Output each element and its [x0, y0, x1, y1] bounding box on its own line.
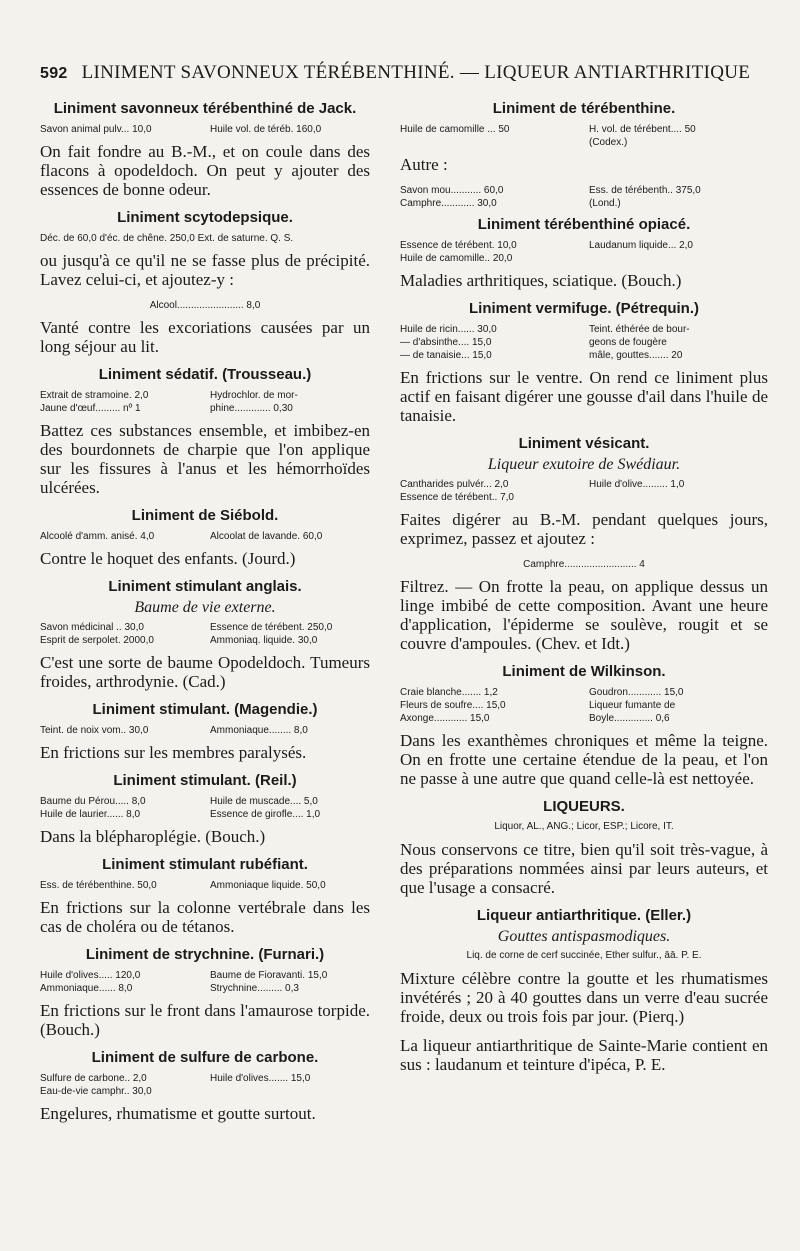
recipe-ingredient: Huile de muscade.... 5,0	[210, 796, 318, 807]
body-paragraph: Vanté contre les excoriations causées par un long séjour au lit.	[40, 318, 370, 356]
recipe-ingredient: Huile d'olives..... 120,0	[40, 970, 141, 981]
recipe-ingredient: Essence de térébent.. 7,0	[400, 492, 514, 503]
recipe-ingredient: Ammoniaq. liquide. 30,0	[210, 635, 318, 646]
recipe-ingredient: Ess. de térébenth.. 375,0	[589, 185, 701, 196]
recipe-block	[40, 795, 370, 821]
recipe-ingredient: Hydrochlor. de mor-	[210, 390, 298, 401]
recipe-ingredient: Boyle.............. 0,6	[589, 713, 670, 724]
recipe-ingredient: Déc. de 60,0 d'éc. de chêne. 250,0 Ext. de saturne. Q. S.	[40, 233, 294, 244]
body-paragraph: Dans les exanthèmes chroniques et même la teigne. On en frotte une certaine étendue de la peau, et l'on ne passe à une autre que quand celle-là est nettoyée.	[400, 731, 768, 788]
recipe-block	[400, 323, 768, 362]
recipe-ingredient	[400, 136, 579, 149]
body-paragraph: Contre le hoquet des enfants. (Jourd.)	[40, 549, 296, 568]
recipe-ingredient: Alcoolé d'amm. anisé. 4,0	[40, 531, 155, 542]
recipe-ingredient: Savon médicinal .. 30,0	[40, 622, 144, 633]
section-title: Liqueur antiarthritique. (Eller.)	[476, 907, 692, 924]
recipe-ingredient: Strychnine......... 0,3	[210, 983, 299, 994]
section-title: Liniment vésicant.	[518, 435, 650, 452]
page-header	[40, 62, 760, 84]
recipe-ingredient	[589, 252, 768, 265]
recipe-ingredient: mâle, gouttes....... 20	[589, 350, 683, 361]
recipe-ingredient: Goudron............ 15,0	[589, 687, 684, 698]
left-column	[40, 94, 370, 1133]
recipe-block	[40, 389, 370, 415]
recipe-ingredient: Alcool........................ 8,0	[149, 300, 261, 311]
recipe-ingredient: Eau-de-vie camphr.. 30,0	[40, 1086, 152, 1097]
section-title: Liniment stimulant. (Reil.)	[113, 772, 297, 789]
section-title: Liniment sédatif. (Trousseau.)	[98, 366, 312, 383]
recipe-ingredient: Jaune d'œuf......... nº 1	[40, 403, 141, 414]
section-title: Liniment scytodepsique.	[117, 209, 293, 226]
recipe-ingredient: Savon animal pulv... 10,0	[40, 124, 152, 135]
body-paragraph: Autre :	[400, 155, 448, 174]
recipe-ingredient: Baume du Pérou..... 8,0	[40, 796, 146, 807]
recipe-ingredient: Ammoniaque........ 8,0	[210, 725, 308, 736]
section-title: Liniment de Siébold.	[131, 507, 279, 524]
recipe-block	[400, 686, 768, 725]
body-paragraph: Battez ces substances ensemble, et imbibez-en des bourdonnets de charpie que l'on applique sur les fissures à l'anus et les hémorrhoïdes ulcérées.	[40, 421, 370, 497]
recipe-ingredient: Essence de térébent. 250,0	[210, 622, 333, 633]
recipe-ingredient: Ammoniaque...... 8,0	[40, 983, 133, 994]
recipe-ingredient: Cantharides pulvér... 2,0	[400, 479, 509, 490]
section-title: LIQUEURS.	[543, 798, 625, 815]
recipe-ingredient: (Codex.)	[589, 137, 628, 148]
recipe-ingredient: (Lond.)	[589, 198, 621, 209]
recipe-ingredient: Ammoniaque liquide. 50,0	[210, 880, 326, 891]
recipe-ingredient	[210, 1085, 370, 1098]
recipe-block	[40, 299, 370, 312]
recipe-block	[40, 621, 370, 647]
recipe-ingredient: Camphre............ 30,0	[400, 198, 497, 209]
body-paragraph: Filtrez. — On frotte la peau, on applique dessus un linge imbibé de cette composition. Avant une heure d'application, l'épiderme se soulève, rougit et se couvre d'ampoules. (Chev. et Idt.)	[400, 577, 768, 653]
recipe-block	[400, 123, 768, 149]
recipe-ingredient: Huile de laurier...... 8,0	[40, 809, 141, 820]
recipe-ingredient: Liqueur fumante de	[589, 700, 676, 711]
recipe-ingredient: Laudanum liquide... 2,0	[589, 240, 693, 251]
body-paragraph: C'est une sorte de baume Opodeldoch. Tumeurs froides, arthrodynie. (Cad.)	[40, 653, 370, 691]
recipe-ingredient: Alcoolat de lavande. 60,0	[210, 531, 323, 542]
recipe-ingredient: Extrait de stramoine. 2,0	[40, 390, 149, 401]
recipe-ingredient: Huile vol. de téréb. 160,0	[210, 124, 322, 135]
recipe-ingredient: Esprit de serpolet. 2000,0	[40, 635, 154, 646]
page-number: 592	[40, 65, 68, 82]
body-paragraph: On fait fondre au B.-M., et on coule dans des flacons à opodeldoch. On peut y ajouter des essences de bonne odeur.	[40, 142, 370, 199]
section-title: Liniment térébenthiné opiacé.	[477, 216, 691, 233]
recipe-ingredient: Camphre.......................... 4	[523, 559, 645, 570]
recipe-block	[40, 1072, 370, 1098]
recipe-ingredient: Teint. éthérée de bour-	[589, 324, 690, 335]
section-title: Liniment stimulant anglais.	[108, 578, 302, 595]
recipe-ingredient: Huile de camomille.. 20,0	[400, 253, 513, 264]
body-paragraph: En frictions sur le front dans l'amaurose torpide. (Bouch.)	[40, 1001, 370, 1039]
running-title: LINIMENT SAVONNEUX TÉRÉBENTHINÉ. — LIQUEUR ANTIARTHRITIQUE	[81, 62, 751, 83]
recipe-ingredient: Craie blanche....... 1,2	[400, 687, 498, 698]
section-subtitle: Gouttes antispasmodiques.	[497, 928, 671, 945]
recipe-ingredient	[589, 491, 768, 504]
section-title: Liniment de strychnine. (Furnari.)	[85, 946, 325, 963]
body-paragraph: Dans la blépharoplégie. (Bouch.)	[40, 827, 266, 846]
body-paragraph: En frictions sur les membres paralysés.	[40, 743, 307, 762]
body-paragraph: Faites digérer au B.-M. pendant quelques jours, exprimez, passez et ajoutez :	[400, 510, 768, 548]
synonyms-line: Liq. de corne de cerf succinée, Ether sulfur., āā. P. E.	[466, 950, 702, 961]
recipe-ingredient: Fleurs de soufre.... 15,0	[400, 700, 506, 711]
section-subtitle: Liqueur exutoire de Swédiaur.	[487, 456, 681, 473]
section-title: Liniment de térébenthine.	[492, 100, 676, 117]
recipe-ingredient: Axonge............ 15,0	[400, 713, 490, 724]
right-column	[400, 94, 768, 1084]
recipe-ingredient: Baume de Fioravanti. 15,0	[210, 970, 328, 981]
recipe-ingredient: Essence de girofle.... 1,0	[210, 809, 321, 820]
recipe-block	[400, 478, 768, 504]
recipe-ingredient: Teint. de noix vom.. 30,0	[40, 725, 149, 736]
recipe-block	[40, 879, 370, 892]
recipe-ingredient: H. vol. de térébent.... 50	[589, 124, 696, 135]
recipe-block	[40, 123, 370, 136]
section-title: Liniment stimulant rubéfiant.	[102, 856, 308, 873]
recipe-ingredient: Huile d'olive......... 1,0	[589, 479, 685, 490]
recipe-ingredient: Huile de camomille ... 50	[400, 124, 510, 135]
body-paragraph: Maladies arthritiques, sciatique. (Bouch.)	[400, 271, 682, 290]
synonyms-line: Liquor, AL., ANG.; Licor, ESP.; Licore, IT.	[494, 821, 674, 832]
recipe-block	[40, 724, 370, 737]
section-title: Liniment vermifuge. (Pétrequin.)	[468, 300, 700, 317]
recipe-ingredient: — de tanaisie... 15,0	[400, 350, 492, 361]
recipe-block	[40, 969, 370, 995]
section-title: Liniment stimulant. (Magendie.)	[92, 701, 318, 718]
body-paragraph: Nous conservons ce titre, bien qu'il soit très-vague, à des préparations nommées ainsi par leurs auteurs, et que l'usage a consacré.	[400, 840, 768, 897]
recipe-block	[400, 184, 768, 210]
section-subtitle: Baume de vie externe.	[134, 599, 276, 616]
section-title: Liniment de Wilkinson.	[502, 663, 666, 680]
body-paragraph: ou jusqu'à ce qu'il ne se fasse plus de précipité. Lavez celui-ci, et ajoutez-y :	[40, 251, 370, 289]
recipe-block	[40, 530, 370, 543]
recipe-ingredient: phine............. 0,30	[210, 403, 293, 414]
recipe-ingredient: — d'absinthe.... 15,0	[400, 337, 492, 348]
body-paragraph: En frictions sur la colonne vertébrale dans les cas de choléra ou de tétanos.	[40, 898, 370, 936]
recipe-ingredient: geons de fougère	[589, 337, 667, 348]
recipe-ingredient: Savon mou........... 60,0	[400, 185, 504, 196]
recipe-ingredient: Ess. de térébenthine. 50,0	[40, 880, 157, 891]
body-paragraph: En frictions sur le ventre. On rend ce liniment plus actif en faisant digérer une gousse d'ail dans l'huile de tanaisie.	[400, 368, 768, 425]
section-title: Liniment de sulfure de carbone.	[91, 1049, 319, 1066]
recipe-block	[400, 558, 768, 571]
body-paragraph: La liqueur antiarthritique de Sainte-Marie contient en sus : laudanum et teinture d'ipéca, P. E.	[400, 1036, 768, 1074]
recipe-block	[40, 232, 370, 245]
body-paragraph: Engelures, rhumatisme et goutte surtout.	[40, 1104, 316, 1123]
recipe-ingredient: Huile de ricin...... 30,0	[400, 324, 497, 335]
recipe-ingredient: Essence de térébent. 10,0	[400, 240, 517, 251]
recipe-ingredient: Huile d'olives....... 15,0	[210, 1073, 311, 1084]
recipe-ingredient: Sulfure de carbone.. 2,0	[40, 1073, 147, 1084]
recipe-block	[400, 239, 768, 265]
body-paragraph: Mixture célèbre contre la goutte et les rhumatismes invétérés ; 20 à 40 gouttes dans un verre d'eau sucrée froide, deux ou trois fois par jour. (Pierq.)	[400, 969, 768, 1026]
section-title: Liniment savonneux térébenthiné de Jack.	[53, 100, 357, 117]
